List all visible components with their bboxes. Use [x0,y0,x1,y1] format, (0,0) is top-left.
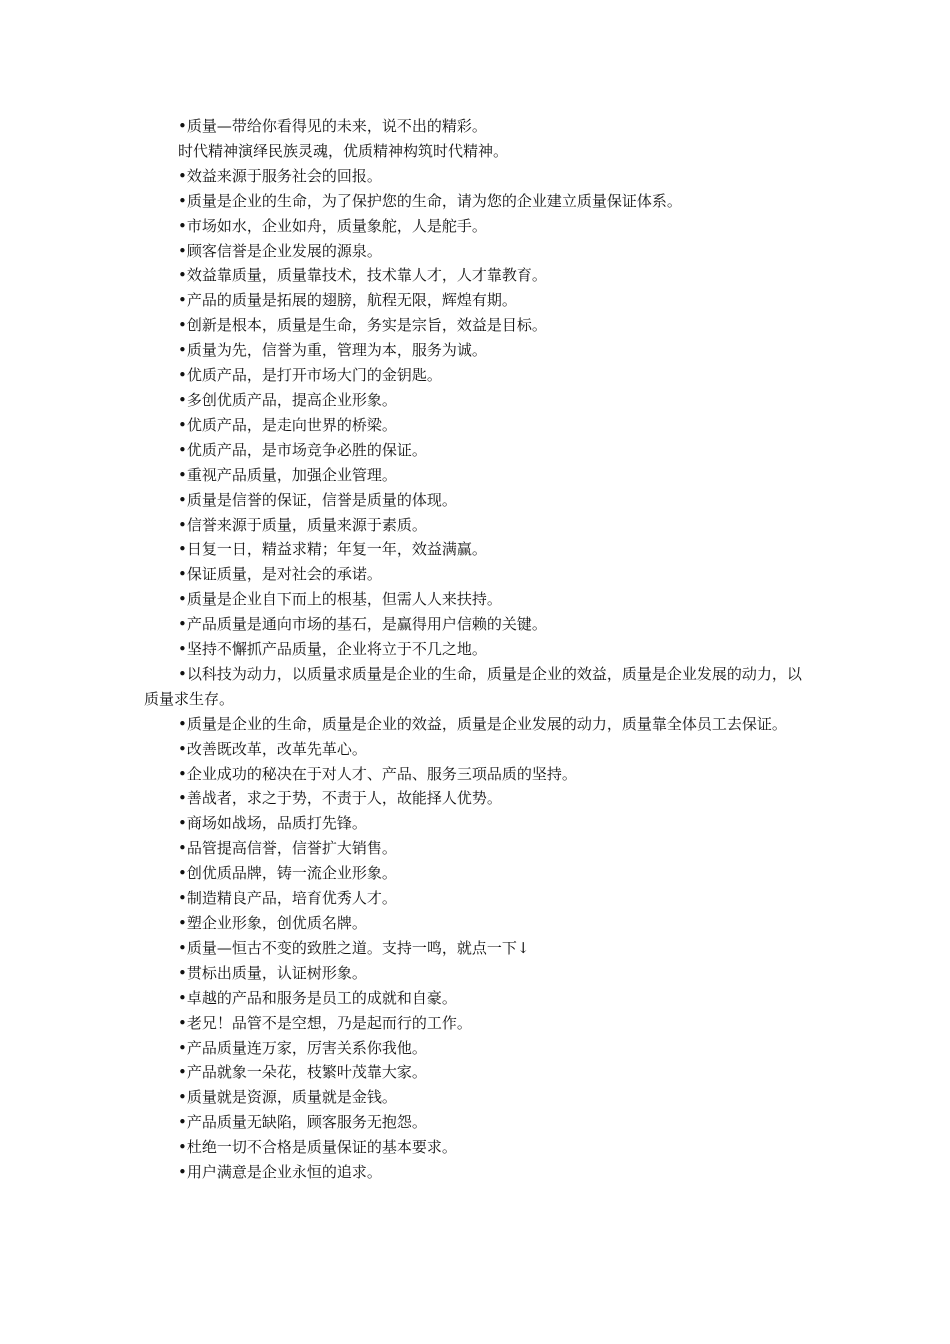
text-line: •卓越的产品和服务是员工的成就和自豪。 [178,988,457,1007]
text-line: •市场如水，企业如舟，质量象舵，人是舵手。 [178,216,487,235]
text-line: •效益来源于服务社会的回报。 [178,166,382,185]
text-line: •杜绝一切不合格是质量保证的基本要求。 [178,1138,457,1157]
text-line: •产品质量无缺陷，顾客服务无抱怨。 [178,1113,427,1132]
text-line: •优质产品，是打开市场大门的金钥匙。 [178,366,442,385]
text-line: •创新是根本，质量是生命，务实是宗旨，效益是目标。 [178,316,547,335]
text-line: •多创优质产品，提高企业形象。 [178,390,397,409]
text-line: •质量是企业的生命，为了保护您的生命，请为您的企业建立质量保证体系。 [178,191,682,210]
document-body [144,114,814,1185]
text-line: •商场如战场，品质打先锋。 [178,814,367,833]
text-line: •制造精良产品，培育优秀人才。 [178,889,397,908]
text-line: •优质产品，是走向世界的桥梁。 [178,415,397,434]
text-line: •用户满意是企业永恒的追求。 [178,1163,382,1182]
text-line: •优质产品，是市场竞争必胜的保证。 [178,440,427,459]
text-line: •顾客信誉是企业发展的源泉。 [178,241,382,260]
text-line: •质量为先，信誉为重，管理为本，服务为诚。 [178,341,487,360]
text-line: •保证质量，是对社会的承诺。 [178,565,382,584]
text-line: •产品的质量是拓展的翅膀，航程无限，辉煌有期。 [178,291,517,310]
text-line: •质量是信誉的保证，信誉是质量的体现。 [178,490,457,509]
text-line: •老兄！品管不是空想，乃是起而行的工作。 [178,1013,472,1032]
text-line: •质量是企业的生命，质量是企业的效益，质量是企业发展的动力，质量靠全体员工去保证。 [178,714,787,733]
text-line: •重视产品质量，加强企业管理。 [178,465,397,484]
text-line: •企业成功的秘决在于对人才、产品、服务三项品质的坚持。 [178,764,577,783]
text-line: •信誉来源于质量，质量来源于素质。 [178,515,427,534]
text-line: •以科技为动力，以质量求质量是企业的生命，质量是企业的效益，质量是企业发展的动力，以质量求生存。 [144,664,802,708]
text-line: 时代精神演绎民族灵魂，优质精神构筑时代精神。 [178,141,509,160]
text-line: •质量就是资源，质量就是金钱。 [178,1088,397,1107]
text-line: •质量—恒古不变的致胜之道。支持一鸣，就点一下↓ [178,938,530,957]
text-line: •日复一日，精益求精；年复一年，效益满赢。 [178,540,487,559]
text-line: •质量—带给你看得见的未来，说不出的精彩。 [178,117,487,135]
text-line: •品管提高信誉，信誉扩大销售。 [178,839,397,858]
text-line: •坚持不懈抓产品质量，企业将立于不几之地。 [178,640,487,659]
text-line: •创优质品牌，铸一流企业形象。 [178,864,397,883]
text-line: •产品就象一朵花，枝繁叶茂靠大家。 [178,1063,427,1082]
text-line: •效益靠质量，质量靠技术，技术靠人才，人才靠教育。 [178,266,547,285]
text-line: •改善既改革，改革先革心。 [178,739,367,758]
text-line: •质量是企业自下而上的根基，但需人人来扶持。 [178,590,502,609]
text-line: •产品质量连万家，厉害关系你我他。 [178,1038,427,1057]
text-line: •产品质量是通向市场的基石，是赢得用户信赖的关键。 [178,615,547,634]
text-line: •塑企业形象，创优质名牌。 [178,914,367,932]
text-line: •贯标出质量，认证树形象。 [178,963,367,982]
text-line: •善战者，求之于势，不责于人，故能择人优势。 [178,789,502,808]
